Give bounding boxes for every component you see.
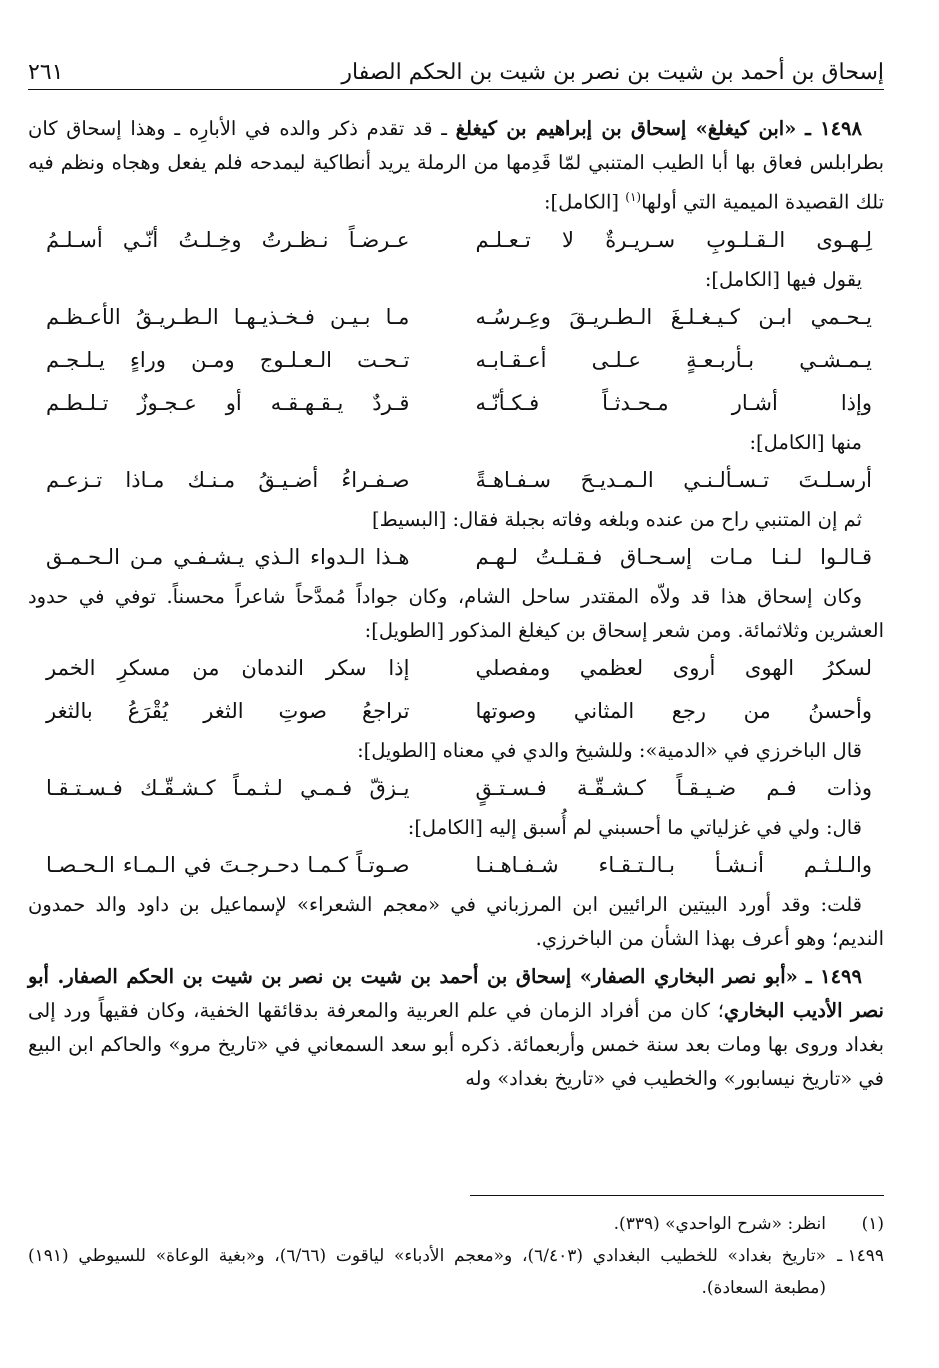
entry-heading: «ابن كيغلغ» إسحاق بن إبراهيم بن كيغلغ — [455, 117, 797, 140]
entry-heading: «أبو نصر البخاري الصفار» إسحاق بن أحمد بن شيت بن نصر بن شيت بن الحكم الصفار. أبو نصر الأديب البخاري — [28, 964, 884, 1022]
verse-line — [28, 297, 884, 340]
verse-line — [28, 383, 884, 426]
verse-first-hemistich: لِـهـوى الـقـلـوبِ سـريـرةٌ لا تـعـلـم — [475, 227, 872, 252]
verse-line — [28, 460, 884, 503]
page-header — [28, 50, 884, 90]
footnotes — [28, 1208, 884, 1304]
footnote-text: انظر: «شرح الواحدي» (٣٣٩). — [613, 1214, 826, 1234]
verse-intro: منها [الكامل]: — [749, 430, 862, 454]
footnote-marker: (١) — [625, 190, 642, 204]
verse-first-hemistich: أرسـلـتَ تـسـألـنـي الـمـديـحَ سـفـاهـةً — [475, 467, 872, 492]
verse-first-hemistich: لسكرُ الهوى أروى لعظمي ومفصلي — [475, 655, 872, 680]
verse-intro: قال: ولي في غزلياتي ما أحسبني لم أُسبق إليه [الكامل]: — [407, 815, 862, 839]
verse-line — [28, 845, 884, 888]
verse-first-hemistich: قـالـوا لـنـا مـات إسـحـاق فـقـلـتُ لـهـم — [475, 544, 872, 569]
verse-second-hemistich: يـزقّ فـمـي لـثـمـاً كـشـقّـك فـسـتـقـا — [46, 775, 410, 800]
running-title: إسحاق بن أحمد بن شيت بن نصر بن شيت بن الحكم الصفار — [341, 60, 884, 85]
entry-1499-paragraph — [28, 960, 884, 1096]
footnote — [28, 1240, 884, 1304]
verse-line — [28, 768, 884, 811]
verse-second-hemistich: قـردٌ يـقـهـقـه أو عـجـوزٌ تـلـطـم — [46, 390, 410, 415]
entry-number: ١٤٩٩ ـ — [805, 964, 862, 988]
verse-first-hemistich: يـمـشـي بـأربـعـةٍ عـلـى أعـقـابـه — [475, 347, 872, 372]
body-paragraph: قلت: وقد أورد البيتين الرائيين ابن المرزباني في «معجم الشعراء» لإسماعيل بن داود والد حمدون النديم؛ وهو أعرف بهذا الشأن من الباخرزي. — [28, 892, 884, 950]
page-body — [28, 112, 884, 1096]
body-paragraph: وكان إسحاق هذا قد ولاّه المقتدر ساحل الشام، وكان جواداً مُمدَّحاً شاعراً محسناً. توفي في حدود العشرين وثلاثمائة. ومن شعر إسحاق بن كيغلغ المذكور [الطويل]: — [28, 584, 884, 642]
verse-second-hemistich: تراجعُ صوتِ الثغر يُقْرَعُ بالثغر — [46, 698, 410, 723]
verse-intro: يقول فيها [الكامل]: — [704, 267, 862, 291]
verse-first-hemistich: وذات فـم ضـيـقـاً كـشـقّـة فـسـتـقٍ — [475, 775, 872, 800]
verse-first-hemistich: وإذا أشـار مـحـدثـاً فـكـأنّـه — [475, 390, 872, 415]
entry-1498-paragraph — [28, 112, 884, 220]
verse-second-hemistich: تـحـت الـعـلـوج ومـن وراءٍ يـلـجـم — [46, 347, 410, 372]
verse-second-hemistich: إذا سكر الندمان من مسكرِ الخمر — [46, 655, 410, 680]
footnote-number: ١٤٩٩ ـ — [837, 1246, 884, 1266]
verse-first-hemistich: والـلـثـم أنـشـأ بـالـتـقـاء شـفـاهـنـا — [475, 852, 872, 877]
verse-line — [28, 648, 884, 691]
verse-line — [28, 691, 884, 734]
footnote-text: «تاريخ بغداد» للخطيب البغدادي (٦/٤٠٣)، و«معجم الأدباء» لياقوت (٦/٦٦)، و«بغية الوعاة» للسيوطي (١٩١) (مطبعة السعادة). — [28, 1246, 826, 1298]
verse-second-hemistich: هـذا الـدواء الـذي يـشـفـي مـن الـحـمـق — [46, 544, 410, 569]
verse-second-hemistich: مـا بـيـن فـخـذيـهـا الـطـريـقُ الأعـظـم — [46, 304, 410, 329]
entry-number: ١٤٩٨ ـ — [805, 117, 862, 140]
entry-text: ؛ كان من أفراد الزمان في علم العربية والمعرفة بدقائقها الخفية، وكان فقيهاً ورد إلى بغداد وروى بها ومات بعد سنة خمس وأربعمائة. ذكره أبو سعد السمعاني في «تاريخ مرو» والحاكم ابن البيع في «تاريخ نيسابور» والخطيب في «تاريخ بغداد» وله — [28, 998, 884, 1090]
verse-line — [28, 340, 884, 383]
page-number: ٢٦١ — [28, 60, 64, 85]
verse-second-hemistich: صـوتـاً كـمـا دحـرجـتَ في الـمـاء الـحـصـا — [46, 852, 410, 877]
meter-label: [الكامل]: — [543, 190, 626, 214]
verse-line — [28, 537, 884, 580]
verse-intro: قال الباخرزي في «الدمية»: وللشيخ والدي في معناه [الطويل]: — [357, 738, 862, 762]
verse-second-hemistich: عـرضـاً نـظـرتُ وخِـلـتُ أنّـي أسـلـمُ — [46, 227, 410, 252]
entry-text: ـ قد تقدم ذكر والده في الأبارِه ـ وهذا إسحاق كان بطرابلس فعاق بها أبا الطيب المتنبي لمّا قَدِمها من الرملة يريد أنطاكية ليمدحه فلم يفعل وهجاه ونظم فيه تلك القصيدة الميمية التي أولها — [28, 117, 884, 214]
footnote-divider — [470, 1195, 884, 1196]
verse-second-hemistich: صـفـراءُ أضـيـقُ مـنـك مـاذا تـزعـم — [46, 467, 410, 492]
verse-line — [28, 220, 884, 263]
verse-first-hemistich: يـحـمي ابـن كـيـغـلـغَ الـطـريـقَ وعِـرسُـه — [475, 304, 872, 329]
footnote — [28, 1208, 884, 1240]
footnote-number: (١) — [861, 1214, 884, 1234]
verse-intro: ثم إن المتنبي راح من عنده وبلغه وفاته بجبلة فقال: [البسيط] — [372, 507, 862, 531]
verse-first-hemistich: وأحسنُ من رجع المثاني وصوتها — [475, 698, 872, 723]
